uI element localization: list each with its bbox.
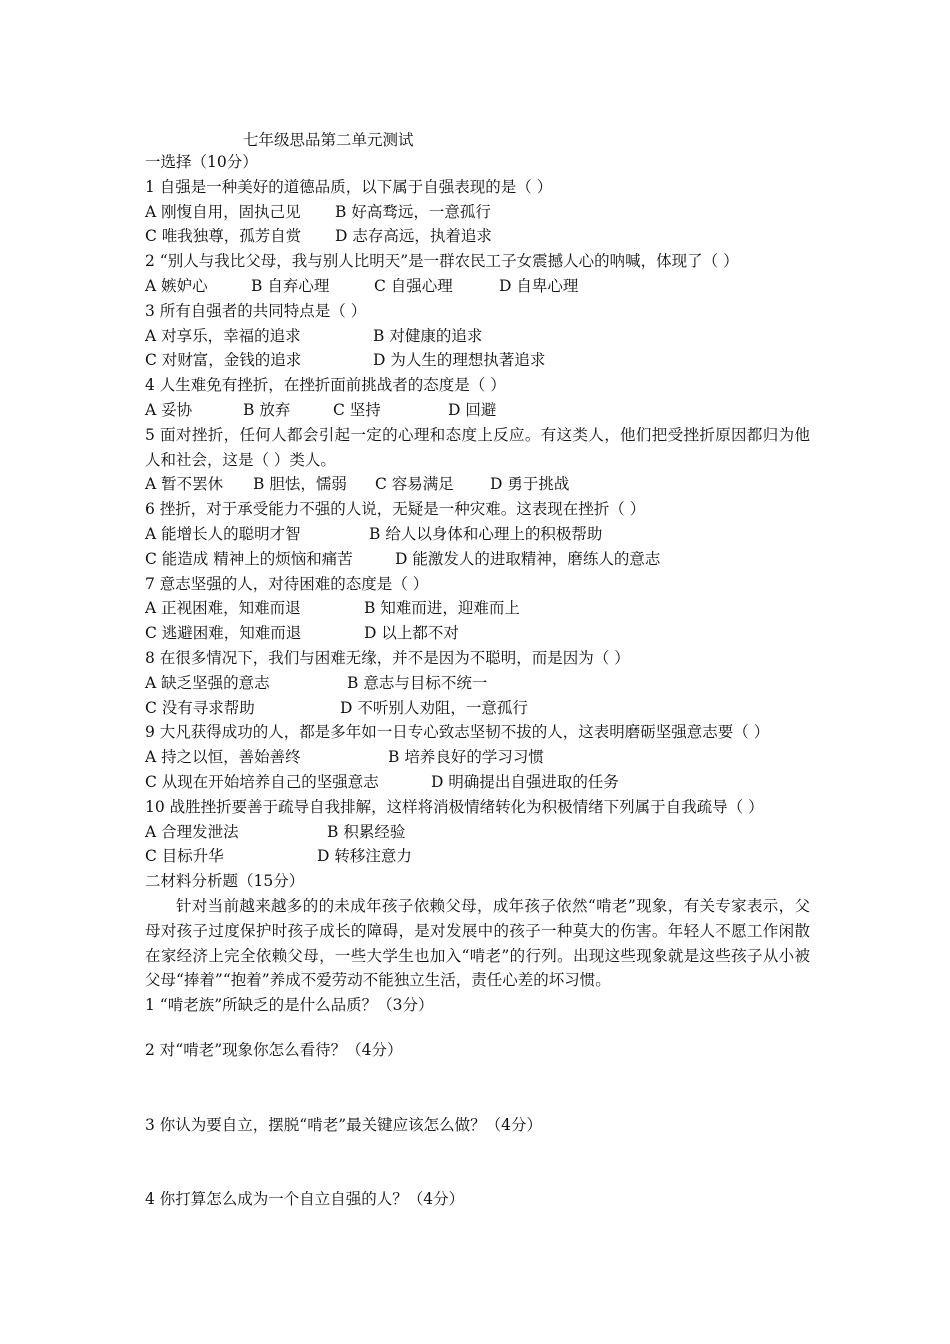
option-row xyxy=(145,596,810,621)
option-a: A 刚愎自用，固执己见 xyxy=(145,202,301,221)
option-b: B 放弃 xyxy=(243,400,291,419)
answer-space xyxy=(145,1137,810,1187)
question-text: 8 在很多情况下，我们与困难无缘，并不是因为不聪明，而是因为（ ） xyxy=(145,648,630,667)
option-a: A 缺乏坚强的意志 xyxy=(145,673,270,692)
option-row xyxy=(145,472,810,497)
option-a: A 嫉妒心 xyxy=(145,276,208,295)
question-item xyxy=(145,572,810,646)
sub-question: 1 “啃老族”所缺乏的是什么品质？（3分） xyxy=(145,996,434,1015)
option-row xyxy=(145,621,810,646)
question-item xyxy=(145,720,810,794)
question-text: 5 面对挫折，任何人都会引起一定的心理和态度上反应。有这类人，他们把受挫折原因都归为他人和社会，这是（ ）类人。 xyxy=(145,425,810,469)
option-d: D 为人生的理想执著追求 xyxy=(373,351,546,370)
option-row xyxy=(145,200,810,225)
question-item xyxy=(145,249,810,299)
answer-space xyxy=(145,1063,810,1113)
section-heading-material: 二材料分析题（15分） xyxy=(145,872,305,891)
option-a: A 对享乐，幸福的追求 xyxy=(145,326,301,345)
option-row xyxy=(145,696,810,721)
page-title: 七年级思品第二单元测试 xyxy=(243,131,414,149)
option-a: A 能增长人的聪明才智 xyxy=(145,524,301,543)
document-body xyxy=(145,150,810,1212)
option-a: A 妥协 xyxy=(145,400,193,419)
option-d: D 自卑心理 xyxy=(499,276,579,295)
option-b: B 培养良好的学习习惯 xyxy=(388,748,544,767)
option-row xyxy=(145,844,810,869)
sub-question: 2 对“啃老”现象你怎么看待？（4分） xyxy=(145,1040,403,1059)
option-c: C 能造成 精神上的烦恼和痛苦 xyxy=(145,549,353,568)
option-row xyxy=(145,274,810,299)
option-a: A 合理发泄法 xyxy=(145,822,239,841)
option-b: B 好高骛远，一意孤行 xyxy=(335,202,491,221)
option-row xyxy=(145,770,810,795)
option-row xyxy=(145,348,810,373)
question-text: 10 战胜挫折要善于疏导自我排解，这样将消极情绪转化为积极情绪下列属于自我疏导（ ） xyxy=(145,797,764,816)
option-d: D 勇于挑战 xyxy=(490,475,570,494)
question-item xyxy=(145,373,810,423)
option-d: D 回避 xyxy=(448,400,497,419)
option-c: C 自强心理 xyxy=(374,276,453,295)
option-row xyxy=(145,522,810,547)
option-a: A 正视困难，知难而退 xyxy=(145,599,301,618)
question-text: 1 自强是一种美好的道德品质，以下属于自强表现的是（ ） xyxy=(145,177,553,196)
option-c: C 容易满足 xyxy=(375,475,454,494)
option-d: D 明确提出自强进取的任务 xyxy=(431,772,619,791)
option-row xyxy=(145,820,810,845)
option-row xyxy=(145,224,810,249)
option-b: B 给人以身体和心理上的积极帮助 xyxy=(369,524,603,543)
section-heading-choice: 一选择（10分） xyxy=(145,153,258,171)
question-text: 6 挫折，对于承受能力不强的人说，无疑是一种灾难。这表现在挫折（ ） xyxy=(145,500,646,519)
question-item xyxy=(145,423,810,497)
option-row xyxy=(145,547,810,572)
question-text: 7 意志坚强的人，对待困难的态度是（ ） xyxy=(145,574,429,593)
option-c: C 目标升华 xyxy=(145,847,224,866)
question-item xyxy=(145,646,810,720)
option-c: C 坚持 xyxy=(333,400,381,419)
option-c: C 从现在开始培养自己的坚强意志 xyxy=(145,772,379,791)
question-text: 9 大凡获得成功的人，都是多年如一日专心致志坚韧不拔的人，这表明磨砺坚强意志要（ ） xyxy=(145,723,770,742)
sub-question: 4 你打算怎么成为一个自立自强的人？（4分） xyxy=(145,1190,465,1209)
option-row xyxy=(145,398,810,423)
option-b: B 知难而进，迎难而上 xyxy=(364,599,520,618)
option-c: C 逃避困难，知难而退 xyxy=(145,624,302,643)
question-text: 4 人生难免有挫折，在挫折面前挑战者的态度是（ ） xyxy=(145,376,506,395)
option-row xyxy=(145,324,810,349)
option-b: B 意志与目标不统一 xyxy=(347,673,488,692)
option-b: B 胆怯，懦弱 xyxy=(253,475,347,494)
question-item xyxy=(145,299,810,373)
option-b: B 自弃心理 xyxy=(251,276,330,295)
question-item xyxy=(145,497,810,571)
option-d: D 转移注意力 xyxy=(317,847,412,866)
option-b: B 对健康的追求 xyxy=(373,326,483,345)
sub-question: 3 你认为要自立，摆脱“啃老”最关键应该怎么做？（4分） xyxy=(145,1115,543,1134)
answer-space xyxy=(145,1018,810,1038)
option-d: D 能激发人的进取精神，磨练人的意志 xyxy=(395,549,661,568)
question-text: 3 所有自强者的共同特点是（ ） xyxy=(145,301,367,320)
option-b: B 积累经验 xyxy=(327,822,406,841)
material-paragraph: 针对当前越来越多的的未成年孩子依赖父母，成年孩子依然“啃老”现象，有关专家表示，父母对孩子过度保护时孩子成长的障碍，是对发展中的孩子一种莫大的伤害。年轻人不愿工作闲散在家经济上完全依赖父母，一些大学生也加入“啃老”的行列。出现这些现象就是这些孩子从小被父母“捧着”“抱着”养成不爱劳动不能独立生活，责任心差的坏习惯。 xyxy=(145,896,810,990)
option-d: D 以上都不对 xyxy=(364,624,459,643)
question-item xyxy=(145,795,810,869)
option-d: D 不听别人劝阻，一意孤行 xyxy=(340,698,528,717)
option-c: C 唯我独尊，孤芳自赏 xyxy=(145,227,302,246)
option-d: D 志存高远，执着追求 xyxy=(335,227,492,246)
question-text: 2 “别人与我比父母，我与别人比明天”是一群农民工子女震撼人心的呐喊，体现了（ ） xyxy=(145,252,739,271)
question-item xyxy=(145,175,810,249)
option-a: A 暂不罢休 xyxy=(145,475,224,494)
option-c: C 对财富，金钱的追求 xyxy=(145,351,302,370)
option-c: C 没有寻求帮助 xyxy=(145,698,255,717)
option-a: A 持之以恒，善始善终 xyxy=(145,748,301,767)
option-row xyxy=(145,671,810,696)
option-row xyxy=(145,745,810,770)
